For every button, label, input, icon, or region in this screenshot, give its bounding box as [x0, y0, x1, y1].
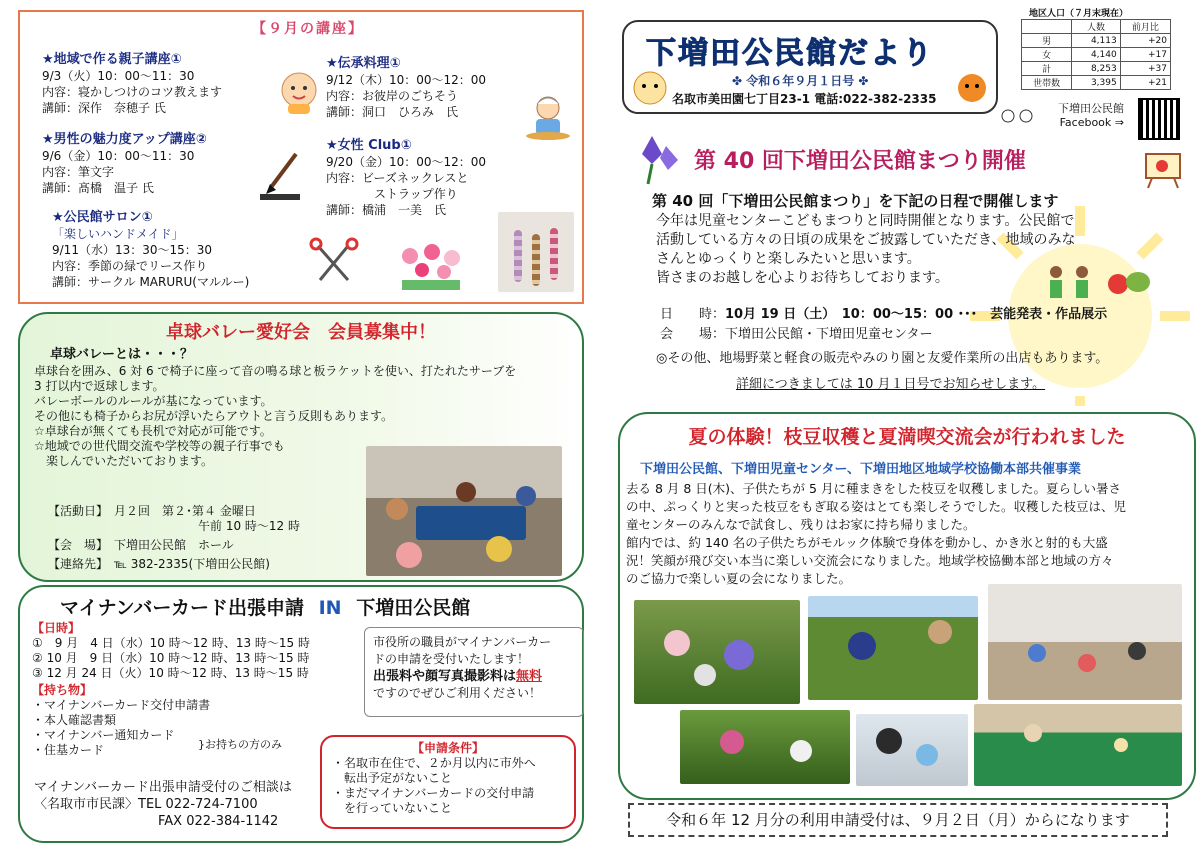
brush-illustration: [256, 150, 306, 202]
course-teacher: 講師：橋浦 一美 氏: [326, 203, 447, 217]
contact-value: ℡ 382-2335(下増田公民館): [114, 557, 270, 571]
course-content: 内容：お彼岸のごちそう: [326, 89, 459, 103]
table-tennis-intro: 卓球バレーとは・・・？: [50, 347, 194, 362]
venue-label: 【会 場】: [48, 538, 103, 552]
course-item: [326, 138, 486, 218]
summer-body-line: 去る 8 月 8 日(木)、子供たちが 5 月に種まきをした枝豆を収穫しました。夏らしい暑さ: [626, 481, 1121, 496]
course-item: [42, 52, 222, 116]
item-line: ・マイナンバー通知カード: [32, 728, 175, 742]
course-item: [326, 56, 486, 120]
course-subtitle: 「楽しいハンドメイド」: [52, 227, 184, 241]
body-line: ☆地域での世代間交流や学校等の親子行事でも: [34, 439, 285, 453]
harvest-photo-2: [808, 596, 978, 700]
course-teacher: 講師：サークル MARURU(マルルー): [52, 275, 250, 289]
pop-cell: 3,395: [1072, 76, 1120, 90]
baby-illustration: [276, 68, 322, 116]
condition-line: ・まだマイナンバーカードの交付申請: [332, 786, 535, 800]
hall-photo-1: [988, 584, 1182, 700]
courses-section: [18, 10, 584, 304]
contact-line: FAX 022-384-1142: [158, 814, 279, 829]
course-content: 内容：寝かしつけのコツ教えます: [42, 85, 223, 99]
pop-cell: 男: [1022, 34, 1072, 48]
festival-date-label: 日 時：: [660, 307, 726, 322]
course-date: 9/6（金）10：00～11：30: [42, 149, 195, 163]
beads-photo: [498, 212, 574, 292]
notice-line: ドの申請を受付いたします！: [373, 652, 530, 666]
date-line: ② 10 月 9 日（水）10 時～12 時、13 時～15 時: [32, 651, 310, 665]
table-tennis-photo: [366, 446, 562, 576]
item-line: ・本人確認書類: [32, 713, 117, 727]
table-tennis-title: 卓球バレー愛好会 会員募集中！: [166, 322, 436, 343]
pop-cell: +20: [1120, 34, 1170, 48]
body-line: 卓球台を囲み、6 対 6 で椅子に座って音の鳴る球と板ラケットを使い、打たれたサーブを: [34, 364, 517, 378]
dates-label: 【日時】: [32, 621, 81, 635]
tools-illustration: [308, 236, 364, 286]
table-tennis-info: [48, 504, 368, 572]
pop-header: 人数: [1072, 20, 1120, 34]
pop-cell: 計: [1022, 62, 1072, 76]
pop-header: [1022, 20, 1072, 34]
course-date: 9/20（金）10：00～12：00: [326, 155, 487, 169]
course-item: [42, 132, 207, 196]
shaved-ice-photo: [856, 714, 968, 786]
course-date: 9/12（木）10：00～12：00: [326, 73, 487, 87]
festival-title: 第 40 回下増田公民館まつり開催: [694, 149, 1026, 174]
course-head: ★地域で作る親子講座①: [42, 52, 182, 67]
mynumber-section: [18, 585, 584, 843]
body-line: 3 打以内で返球します。: [34, 379, 165, 393]
newsletter-header: [622, 20, 998, 114]
festival-body-line: 今年は児童センターこどもまつりと同時開催となります。公民館で: [656, 213, 1075, 229]
items-note: }お持ちの方のみ: [198, 738, 282, 751]
cook-illustration: [522, 90, 574, 142]
sun-mascot-icon: [954, 70, 990, 106]
notice-fee: 出張料や顔写真撮影料は: [373, 669, 517, 684]
course-teacher: 講師：洞口 ひろみ 氏: [326, 105, 459, 119]
course-date: 9/3（火）10：00～11：30: [42, 69, 195, 83]
date-line: ③ 12 月 24 日（火）10 時～12 時、13 時～15 時: [32, 666, 309, 680]
items-note-text: お持ちの方のみ: [205, 738, 282, 751]
population-grid: [1021, 19, 1171, 90]
issue-date-text: 令和６年９月１日号: [746, 74, 855, 88]
notice-free: 無料: [516, 669, 543, 684]
conditions-label: 【申請条件】: [411, 741, 484, 755]
contact-line: 〈名取市市民課〉TEL 022-724-7100: [34, 797, 258, 812]
contact-line: マイナンバーカード出張申請受付のご相談は: [34, 780, 292, 795]
body-line: バレーボールのルールが基になっています。: [34, 394, 273, 408]
festival-place-value: 下増田公民館・下増田児童センター: [725, 327, 933, 342]
summer-body-line: のご協力で楽しい夏の会になりました。: [626, 571, 852, 586]
course-head: ★伝承料理①: [326, 56, 401, 71]
condition-line: を行っていないこと: [332, 801, 453, 815]
molkky-photo: [974, 704, 1182, 786]
mynumber-contact: [34, 779, 320, 830]
harvest-photo-3: [680, 710, 850, 784]
facebook-link[interactable]: [1040, 100, 1124, 129]
course-teacher: 講師：髙橋 温子 氏: [42, 181, 154, 195]
course-content: 内容：筆文字: [42, 165, 115, 179]
festival-body-line: 皆さまのお越しを心よりお待ちしております。: [656, 270, 949, 286]
mynumber-title-a: マイナンバーカード出張申請: [60, 597, 304, 619]
notice-line: ですのでぜひご利用ください！: [373, 686, 542, 700]
festival-other: ◎その他、地場野菜と軽食の販売やみのり園と友愛作業所の出店もあります。: [656, 351, 1109, 366]
mascot-icon: [632, 70, 668, 106]
festival-date-value: 10月 19 日（土） 10：00～15：00 ･･･ 芸能発表・作品展示: [725, 307, 1108, 322]
activity-label: 【活動日】: [48, 504, 103, 518]
summer-body-line: の中、ぷっくりと実った枝豆をもぎ取る姿はとても楽しそうでした。収穫した枝豆は、児: [626, 499, 1127, 514]
course-content: 内容：季節の緑でリース作り: [52, 259, 208, 273]
body-line: 楽しんでいただいております。: [34, 454, 214, 468]
easel-icon: [1140, 150, 1188, 190]
pop-header: 前月比: [1120, 20, 1170, 34]
bellflower-icon: [622, 130, 688, 186]
pop-cell: 4,140: [1072, 48, 1120, 62]
festival-body-line: さんとゆっくりと楽しみたいと思います。: [656, 251, 921, 267]
contact-label: 【連絡先】: [48, 557, 103, 571]
newsletter-title: 下増田公民館だより: [646, 36, 934, 71]
mynumber-title-in: IN: [318, 597, 342, 619]
table-tennis-section: [18, 312, 584, 582]
mynumber-notice: [364, 627, 584, 717]
summer-title: 夏の体験！枝豆収穫と夏満喫交流会が行われました: [688, 426, 1126, 448]
summer-body-line: 館内では、約 140 名の子供たちがモルック体験で身体を動かし、かき氷と射的も大盛: [626, 535, 1108, 550]
body-line: その他にも椅子からお尻が浮いたらアウトと言う反則もあります。: [34, 409, 394, 423]
items-label: 【持ち物】: [32, 683, 93, 697]
festival-detail: 詳細につきましては 10 月１日号でお知らせします。: [736, 377, 1046, 392]
summer-subtitle: 下増田公民館、下増田児童センター、下増田地区地域学校協働本部共催事業: [640, 462, 1081, 477]
festival-place: [660, 326, 933, 343]
course-head: ★男性の魅力度アップ講座②: [42, 132, 207, 147]
festival-body-line: 活動している方々の日頃の成果をご披露していただき、地域のみな: [656, 232, 1076, 248]
festival-lead: 第 40 回「下増田公民館まつり」を下記の日程で開催します: [652, 192, 1059, 210]
summer-body-line: 況！笑顔が飛び交い本当に楽しい交流会になりました。地域学校協働本部と地域の方々: [626, 553, 1114, 568]
flowers-illustration: [396, 242, 466, 294]
item-line: ・マイナンバーカード交付申請書: [32, 698, 211, 712]
population-table: [1015, 6, 1195, 90]
activity-value: 月２回 第２･第４ 金曜日: [114, 504, 256, 518]
course-item: [52, 210, 249, 290]
pop-cell: 8,253: [1072, 62, 1120, 76]
facebook-label: 下増田公民館: [1058, 102, 1124, 115]
notice-line: 市役所の職員がマイナンバーカー: [373, 635, 552, 649]
pop-cell: 4,113: [1072, 34, 1120, 48]
body-line: ☆卓球台が無くても長机で対応が可能です。: [34, 424, 272, 438]
footer-notice: 令和６年 12 月分の利用申請受付は、９月２日（月）からになります: [628, 803, 1168, 837]
course-content: 内容：ビーズネックレスと: [326, 171, 469, 185]
mynumber-title: [60, 593, 470, 620]
vegetables-illustration: [1104, 262, 1152, 298]
pop-cell: +17: [1120, 48, 1170, 62]
course-head: ★女性 Club①: [326, 138, 412, 153]
issue-date: ✤ 令和６年９月１日号 ✤: [732, 74, 869, 88]
pop-cell: +21: [1120, 76, 1170, 90]
hula-dancers-illustration: [1040, 262, 1100, 302]
cats-icon: [1000, 104, 1036, 124]
item-line: ・住基カード: [32, 743, 105, 757]
course-teacher: 講師：深作 奈穂子 氏: [42, 101, 166, 115]
pop-cell: 女: [1022, 48, 1072, 62]
condition-line: 転出予定がないこと: [332, 771, 453, 785]
pop-cell: +37: [1120, 62, 1170, 76]
date-line: ① 9 月 4 日（水）10 時～12 時、13 時～15 時: [32, 636, 310, 650]
courses-title: 【９月の講座】: [252, 21, 364, 37]
facebook-text: Facebook ⇒: [1059, 116, 1124, 129]
population-title: 地区人口（７月末現在）: [1029, 9, 1129, 19]
harvest-photo-1: [634, 600, 800, 704]
festival-date: [660, 306, 1107, 323]
condition-line: ・名取市在住で、２か月以内に市外へ: [332, 756, 536, 770]
qr-code-icon[interactable]: [1138, 98, 1180, 140]
venue-value: 下増田公民館 ホール: [114, 538, 234, 552]
summer-body: [626, 480, 1192, 588]
summer-body-line: 童センターのみんなで試食し、残りはお家に持ち帰りました。: [626, 517, 976, 532]
mynumber-title-b: 下増田公民館: [356, 597, 471, 619]
festival-place-label: 会 場：: [660, 327, 726, 342]
address: 名取市美田園七丁目23-1 電話:022-382-2335: [672, 92, 937, 106]
course-head: ★公民館サロン①: [52, 210, 153, 225]
conditions-box: [320, 735, 576, 829]
course-date: 9/11（水）13：30～15：30: [52, 243, 213, 257]
pop-cell: 世帯数: [1022, 76, 1072, 90]
course-content: ストラップ作り: [374, 187, 458, 201]
activity-time: 午前 10 時～12 時: [198, 519, 300, 533]
summer-event-section: [618, 412, 1196, 800]
